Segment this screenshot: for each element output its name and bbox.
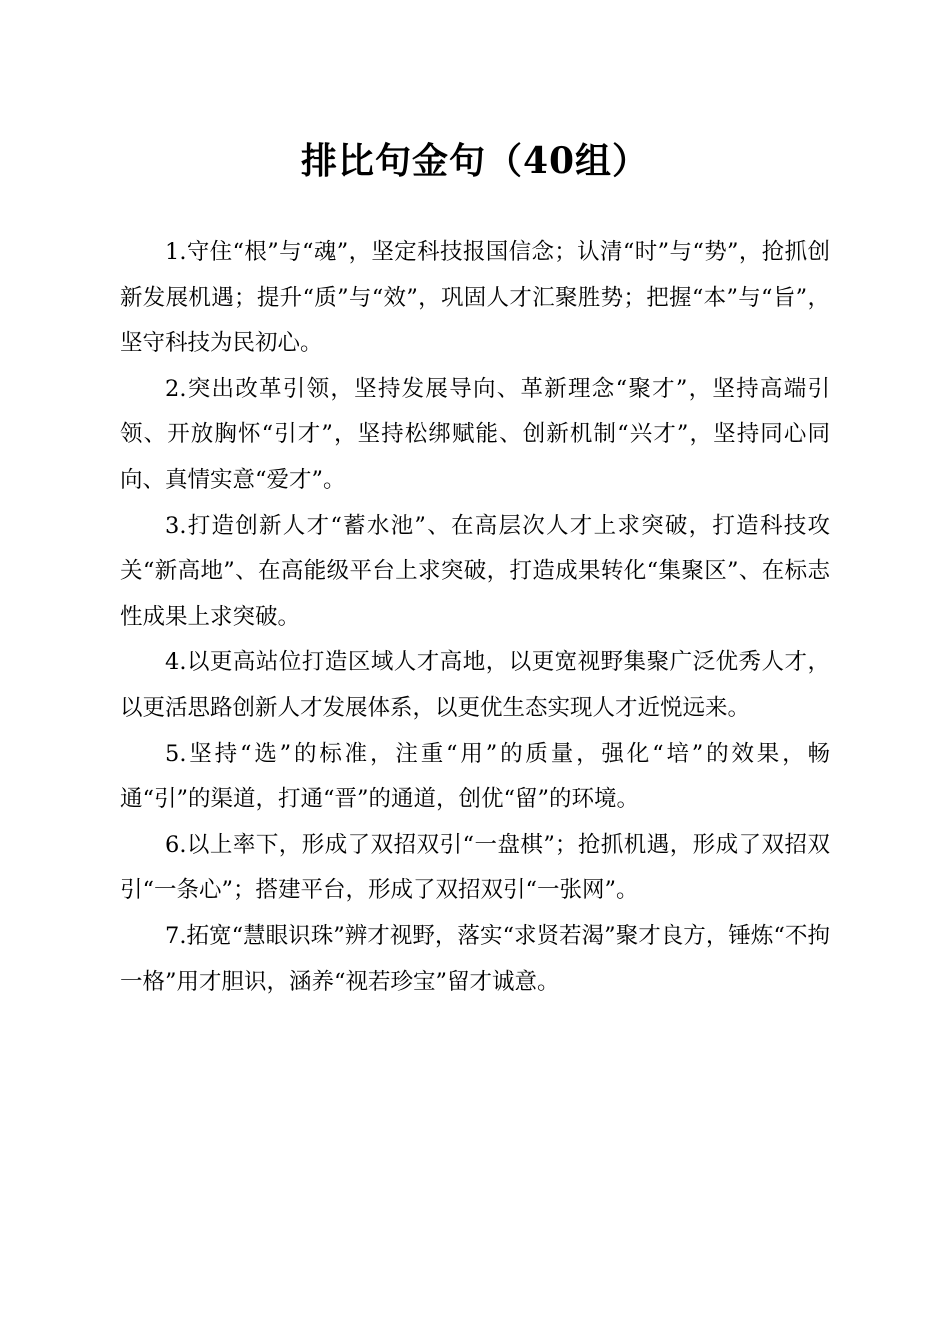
- paragraph-3: 3.打造创新人才“蓄水池”、在高层次人才上求突破，打造科技攻关“新高地”、在高能级平台上求突破，打造成果转化“集聚区”、在标志性成果上求突破。: [120, 512, 830, 630]
- document-title: 排比句金句（40组）: [300, 140, 650, 182]
- paragraph-6: 6.以上率下，形成了双招双引“一盘棋”；抢抓机遇，形成了双招双引“一条心”；搭建平台，形成了双招双引“一张网”。: [120, 831, 830, 904]
- paragraph-7: 7.拓宽“慧眼识珠”辨才视野，落实“求贤若渴”聚才良方，锤炼“不拘一格”用才胆识，涵养“视若珍宝”留才诚意。: [120, 922, 830, 995]
- paragraph-5: 5.坚持“选”的标准，注重“用”的质量，强化“培”的效果，畅通“引”的渠道，打通“晋”的通道，创优“留”的环境。: [120, 740, 830, 813]
- paragraph-1: 1.守住“根”与“魂”，坚定科技报国信念；认清“时”与“势”，抢抓创新发展机遇；提升“质”与“效”，巩固人才汇聚胜势；把握“本”与“旨”，坚守科技为民初心。: [120, 239, 830, 357]
- document-body: [120, 230, 830, 1005]
- paragraph-2: 2.突出改革引领，坚持发展导向、革新理念“聚才”，坚持高端引领、开放胸怀“引才”，坚持松绑赋能、创新机制“兴才”，坚持同心同向、真情实意“爱才”。: [120, 375, 830, 493]
- paragraph-4: 4.以更高站位打造区域人才高地，以更宽视野集聚广泛优秀人才，以更活思路创新人才发展体系，以更优生态实现人才近悦远来。: [120, 649, 830, 721]
